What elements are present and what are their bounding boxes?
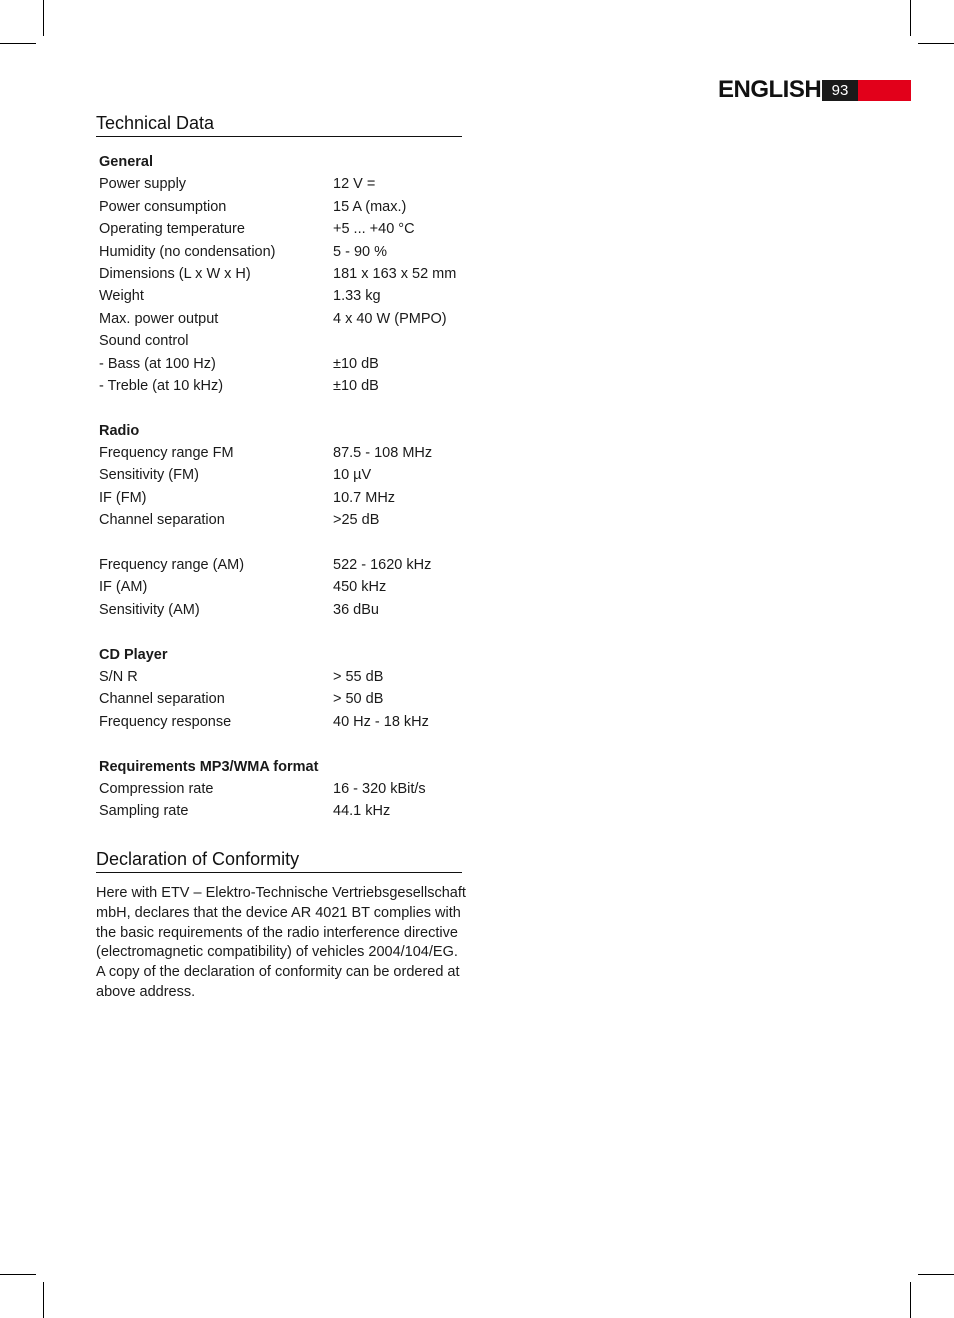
spec-row xyxy=(99,711,469,733)
spec-row xyxy=(99,263,469,285)
crop-mark xyxy=(0,43,36,44)
spec-value: 10.7 MHz xyxy=(333,489,396,506)
spec-value: 10 µV xyxy=(333,467,372,484)
spec-label: Channel separation xyxy=(99,512,225,529)
spec-row xyxy=(99,554,469,576)
spec-value: 36 dBu xyxy=(333,601,379,618)
spec-label: Power consumption xyxy=(99,198,227,215)
spec-row xyxy=(99,778,469,800)
spec-row xyxy=(99,173,469,195)
spec-label: Sound control xyxy=(99,333,189,350)
crop-mark xyxy=(918,43,954,44)
crop-mark xyxy=(910,0,911,36)
spec-label: Frequency range FM xyxy=(99,445,234,462)
spec-value: > 50 dB xyxy=(333,691,384,708)
declaration-line: the basic requirements of the radio interference directive xyxy=(96,924,458,941)
spec-row xyxy=(99,397,469,419)
spec-row xyxy=(99,353,469,375)
spec-row xyxy=(99,621,469,643)
spec-row xyxy=(99,464,469,486)
spec-section-heading xyxy=(99,420,469,442)
spec-row xyxy=(99,241,469,263)
crop-mark xyxy=(918,1274,954,1275)
spec-section-heading xyxy=(99,151,469,173)
spec-label: Sensitivity (AM) xyxy=(99,601,200,618)
crop-mark xyxy=(910,1282,911,1318)
spec-value: 12 V = xyxy=(333,176,376,193)
spec-row xyxy=(99,666,469,688)
spec-label: Compression rate xyxy=(99,780,214,797)
spec-value: 4 x 40 W (PMPO) xyxy=(333,310,447,327)
declaration-text xyxy=(96,884,466,1003)
spec-row xyxy=(99,218,469,240)
crop-mark xyxy=(0,1274,36,1275)
spec-label: Requirements MP3/WMA format xyxy=(99,758,319,775)
declaration-line: above address. xyxy=(96,983,196,1000)
spec-label: CD Player xyxy=(99,646,168,663)
spec-label: - Bass (at 100 Hz) xyxy=(99,355,216,372)
declaration-line: Here with ETV – Elektro-Technische Vertriebsgesellschaft xyxy=(96,885,466,901)
crop-mark xyxy=(43,1282,44,1318)
spec-label: Humidity (no condensation) xyxy=(99,243,276,260)
spec-row xyxy=(99,487,469,509)
spec-row xyxy=(99,509,469,531)
spec-value: 181 x 163 x 52 mm xyxy=(333,265,457,282)
spec-label: Frequency response xyxy=(99,713,232,730)
spec-label: Dimensions (L x W x H) xyxy=(99,265,251,282)
spec-row xyxy=(99,800,469,822)
spec-value: >25 dB xyxy=(333,512,380,529)
spec-label: S/N R xyxy=(99,668,138,685)
spec-label: Operating temperature xyxy=(99,221,245,238)
spec-row xyxy=(99,285,469,307)
spec-row xyxy=(99,196,469,218)
technical-data-title: Technical Data xyxy=(96,113,462,137)
spec-row xyxy=(99,576,469,598)
spec-row xyxy=(99,308,469,330)
spec-row xyxy=(99,688,469,710)
spec-value: +5 ... +40 °C xyxy=(333,221,415,238)
declaration-line: mbH, declares that the device AR 4021 BT complies with xyxy=(96,904,461,921)
spec-table xyxy=(99,151,469,823)
crop-mark xyxy=(43,0,44,36)
spec-label: IF (AM) xyxy=(99,579,148,596)
spec-label: Sampling rate xyxy=(99,803,189,820)
spec-row xyxy=(99,442,469,464)
spec-section-heading xyxy=(99,644,469,666)
spec-label: Max. power output xyxy=(99,310,219,327)
spec-value: > 55 dB xyxy=(333,668,384,685)
spec-label: Radio xyxy=(99,422,140,439)
spec-row xyxy=(99,532,469,554)
declaration-line: A copy of the declaration of conformity can be ordered at xyxy=(96,964,460,981)
spec-label: Frequency range (AM) xyxy=(99,557,245,574)
spec-label: IF (FM) xyxy=(99,489,147,506)
spec-value: ±10 dB xyxy=(333,355,379,372)
spec-label: - Treble (at 10 kHz) xyxy=(99,377,224,394)
spec-row xyxy=(99,330,469,352)
spec-value: 16 - 320 kBit/s xyxy=(333,780,426,797)
spec-value: 5 - 90 % xyxy=(333,243,387,260)
declaration-line: (electromagnetic compatibility) of vehicles 2004/104/EG. xyxy=(96,944,458,961)
spec-value: 87.5 - 108 MHz xyxy=(333,445,433,462)
spec-row xyxy=(99,733,469,755)
language-heading: ENGLISH xyxy=(718,76,822,103)
spec-section-heading xyxy=(99,756,469,778)
spec-value: 450 kHz xyxy=(333,579,387,596)
spec-row xyxy=(99,375,469,397)
spec-label: Channel separation xyxy=(99,691,225,708)
spec-value: 522 - 1620 kHz xyxy=(333,557,432,574)
spec-value: ±10 dB xyxy=(333,377,379,394)
spec-value: 44.1 kHz xyxy=(333,803,391,820)
spec-value: 40 Hz - 18 kHz xyxy=(333,713,429,730)
page-number: 93 xyxy=(822,80,858,101)
spec-label: Power supply xyxy=(99,176,187,193)
spec-row xyxy=(99,599,469,621)
spec-label: Sensitivity (FM) xyxy=(99,467,199,484)
accent-bar xyxy=(858,80,911,101)
spec-label: Weight xyxy=(99,288,144,305)
spec-value: 15 A (max.) xyxy=(333,198,407,215)
spec-label: General xyxy=(99,154,153,170)
declaration-title: Declaration of Conformity xyxy=(96,849,462,873)
spec-value: 1.33 kg xyxy=(333,288,381,305)
